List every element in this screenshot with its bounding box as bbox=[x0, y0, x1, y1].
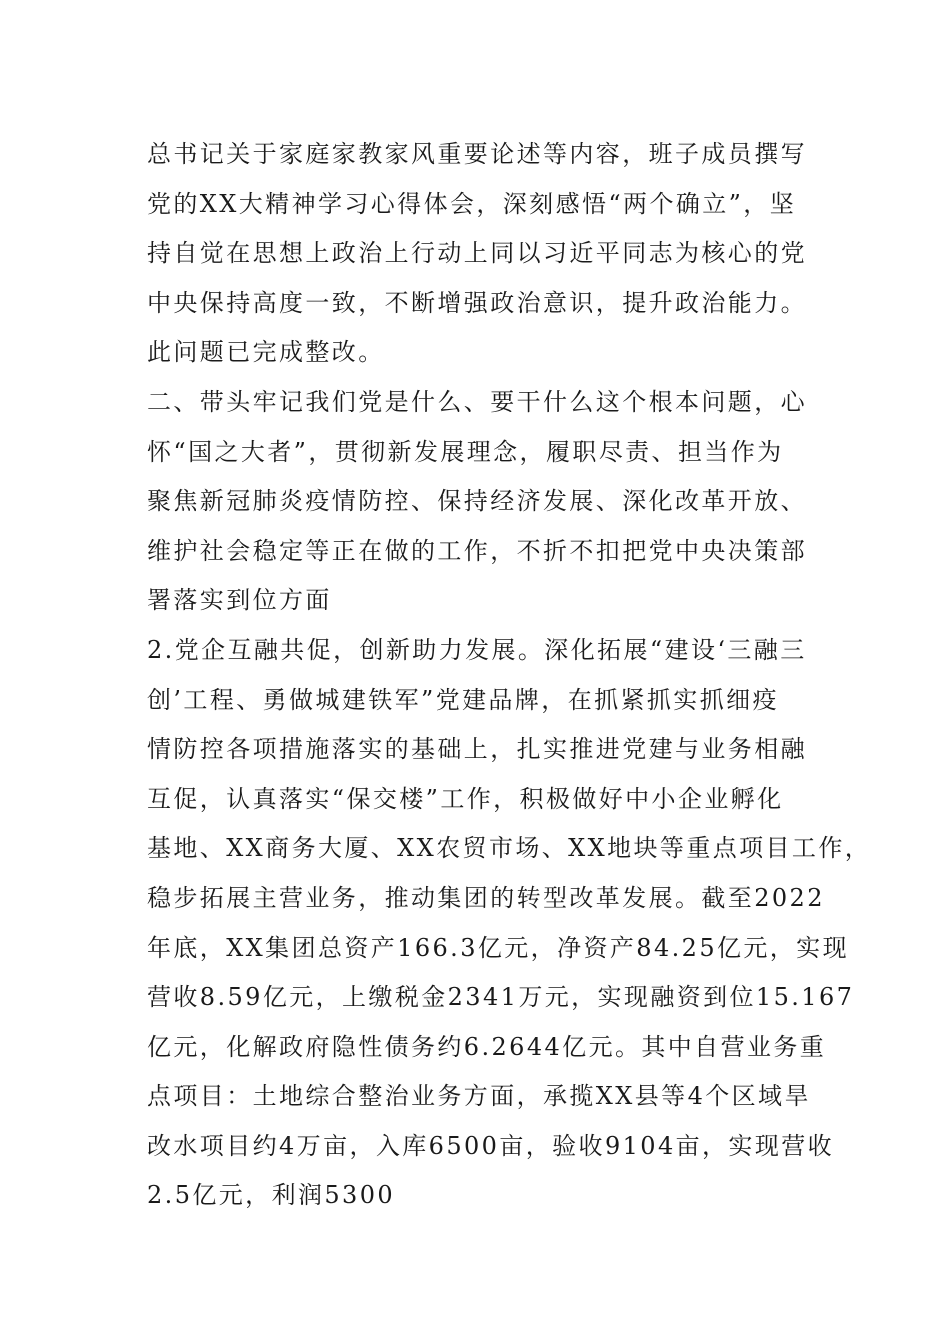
text-line: 2.党企互融共促，创新助力发展。深化拓展“建设‘三融三 bbox=[147, 635, 807, 664]
text-line: 点项目：土地综合整治业务方面，承揽XX县等4个区域旱 bbox=[147, 1082, 811, 1111]
text-line: 此问题已完成整改。 bbox=[147, 338, 385, 367]
text-line: 党的XX大精神学习心得体会，深刻感悟“两个确立”，坚 bbox=[147, 189, 797, 218]
section-heading-line: 维护社会稳定等正在做的工作，不折不扣把党中央决策部 bbox=[147, 536, 807, 565]
text-line: 情防控各项措施落实的基础上，扎实推进党建与业务相融 bbox=[147, 735, 807, 764]
text-line: 总书记关于家庭家教家风重要论述等内容，班子成员撰写 bbox=[147, 140, 807, 168]
section-heading-line: 署落实到位方面 bbox=[147, 586, 332, 615]
text-line: 创’工程、勇做城建铁军”党建品牌，在抓紧抓实抓细疫 bbox=[147, 685, 779, 714]
text-line: 基地、XX商务大厦、XX农贸市场、XX地块等重点项目工作， bbox=[147, 834, 872, 863]
section-heading-line: 二、带头牢记我们党是什么、要干什么这个根本问题，心 bbox=[147, 387, 807, 416]
text-line: 改水项目约4万亩，入库6500亩，验收9104亩，实现营收 bbox=[147, 1131, 835, 1160]
document-body bbox=[147, 130, 872, 1221]
text-line: 稳步拓展主营业务，推动集团的转型改革发展。截至2022 bbox=[147, 883, 825, 912]
text-line: 亿元，化解政府隐性债务约6.2644亿元。其中自营业务重 bbox=[147, 1032, 827, 1061]
text-line: 营收8.59亿元，上缴税金2341万元，实现融资到位15.167 bbox=[147, 983, 855, 1012]
text-line: 持自觉在思想上政治上行动上同以习近平同志为核心的党 bbox=[147, 239, 807, 268]
text-line: 年底，XX集团总资产166.3亿元，净资产84.25亿元，实现 bbox=[147, 933, 849, 962]
text-line: 2.5亿元，利润5300 bbox=[147, 1181, 396, 1210]
text-line: 互促，认真落实“保交楼”工作，积极做好中小企业孵化 bbox=[147, 784, 784, 813]
section-heading-line: 怀“国之大者”，贯彻新发展理念，履职尽责、担当作为 bbox=[147, 437, 784, 466]
section-heading-line: 聚焦新冠肺炎疫情防控、保持经济发展、深化改革开放、 bbox=[147, 487, 807, 516]
text-line: 中央保持高度一致，不断增强政治意识，提升政治能力。 bbox=[147, 288, 807, 317]
